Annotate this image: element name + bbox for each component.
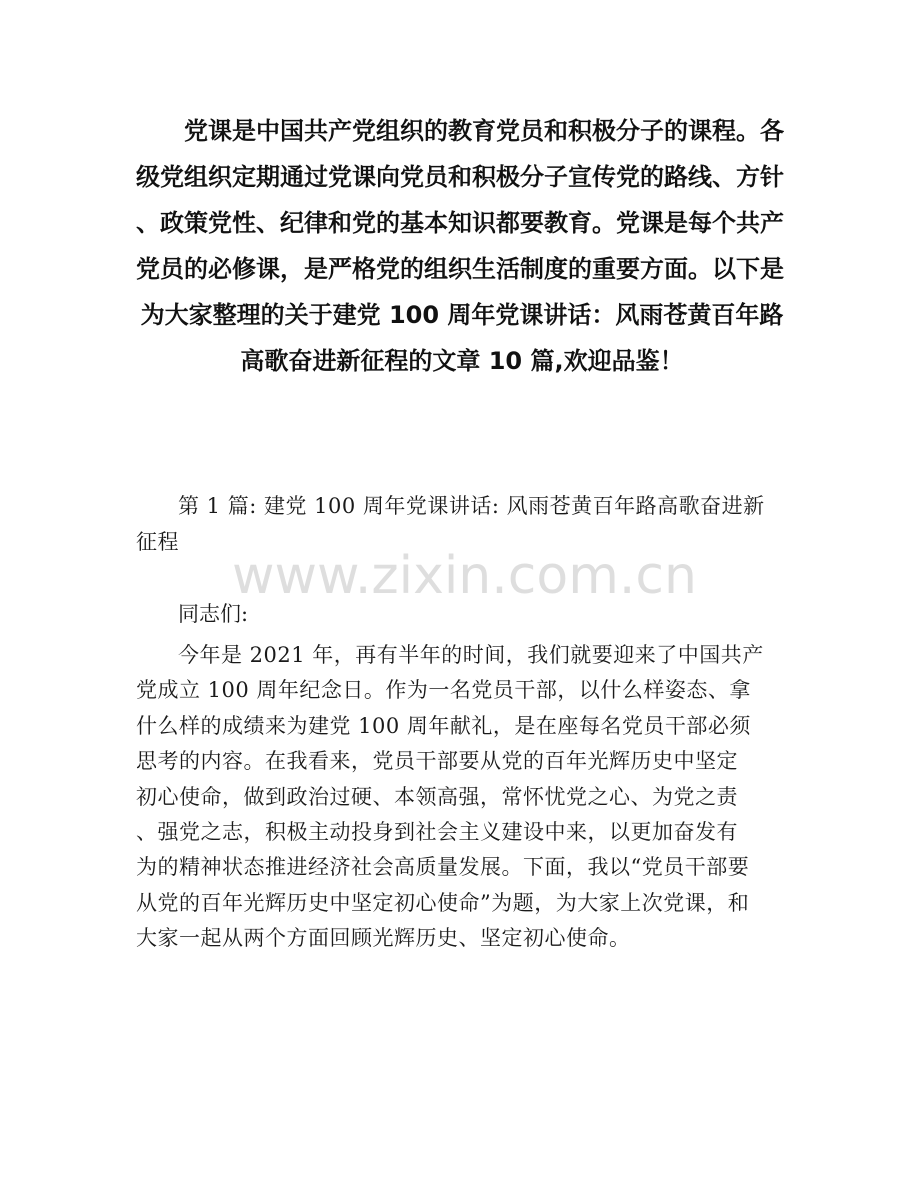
intro-paragraph	[136, 108, 788, 154]
intro-line: 、政策党性、纪律和党的基本知识都要教育。党课是每个共产	[136, 209, 784, 237]
article-paragraph	[136, 638, 788, 957]
paragraph-line: 什么样的成绩来为建党 100 周年献礼，是在座每名党员干部必须	[136, 713, 751, 738]
intro-line: 高歌奋进新征程的文章 10 篇,欢迎品鉴！	[240, 347, 684, 375]
intro-line: 级党组织定期通过党课向党员和积极分子宣传党的路线、方针	[136, 163, 784, 191]
paragraph-line: 大家一起从两个方面回顾光辉历史、坚定初心使命。	[136, 926, 631, 951]
watermark: www.zixin.com.cn	[232, 546, 697, 606]
paragraph-line: 从党的百年光辉历史中坚定初心使命”为题，为大家上次党课，和	[136, 890, 750, 915]
paragraph-line: 初心使命，做到政治过硬、本领高强，常怀忧党之心、为党之责	[136, 784, 738, 809]
intro-paragraph-continued	[136, 154, 788, 292]
paragraph-line: 今年是 2021 年，再有半年的时间，我们就要迎来了中国共产	[178, 643, 764, 667]
intro-centered-lines	[136, 292, 788, 384]
article-heading-line2: 征程	[136, 530, 179, 554]
paragraph-line: 为的精神状态推进经济社会高质量发展。下面，我以“党员干部要	[136, 855, 750, 880]
paragraph-line: 思考的内容。在我看来，党员干部要从党的百年光辉历史中坚定	[136, 749, 738, 774]
intro-line: 党员的必修课，是严格党的组织生活制度的重要方面。以下是	[136, 255, 784, 283]
greeting: 同志们:	[178, 602, 249, 626]
intro-block	[136, 108, 788, 384]
paragraph-line: 、强党之志，积极主动投身到社会主义建设中来，以更加奋发有	[136, 820, 738, 845]
article-heading	[136, 488, 788, 560]
intro-line: 党课是中国共产党组织的教育党员和积极分子的课程。各	[184, 117, 784, 145]
article-heading-line1: 第 1 篇: 建党 100 周年党课讲话: 风雨苍黄百年路高歌奋进新	[178, 494, 765, 518]
intro-line: 为大家整理的关于建党 100 周年党课讲话：风雨苍黄百年路	[140, 301, 784, 329]
paragraph-line: 党成立 100 周年纪念日。作为一名党员干部，以什么样姿态、拿	[136, 678, 751, 703]
